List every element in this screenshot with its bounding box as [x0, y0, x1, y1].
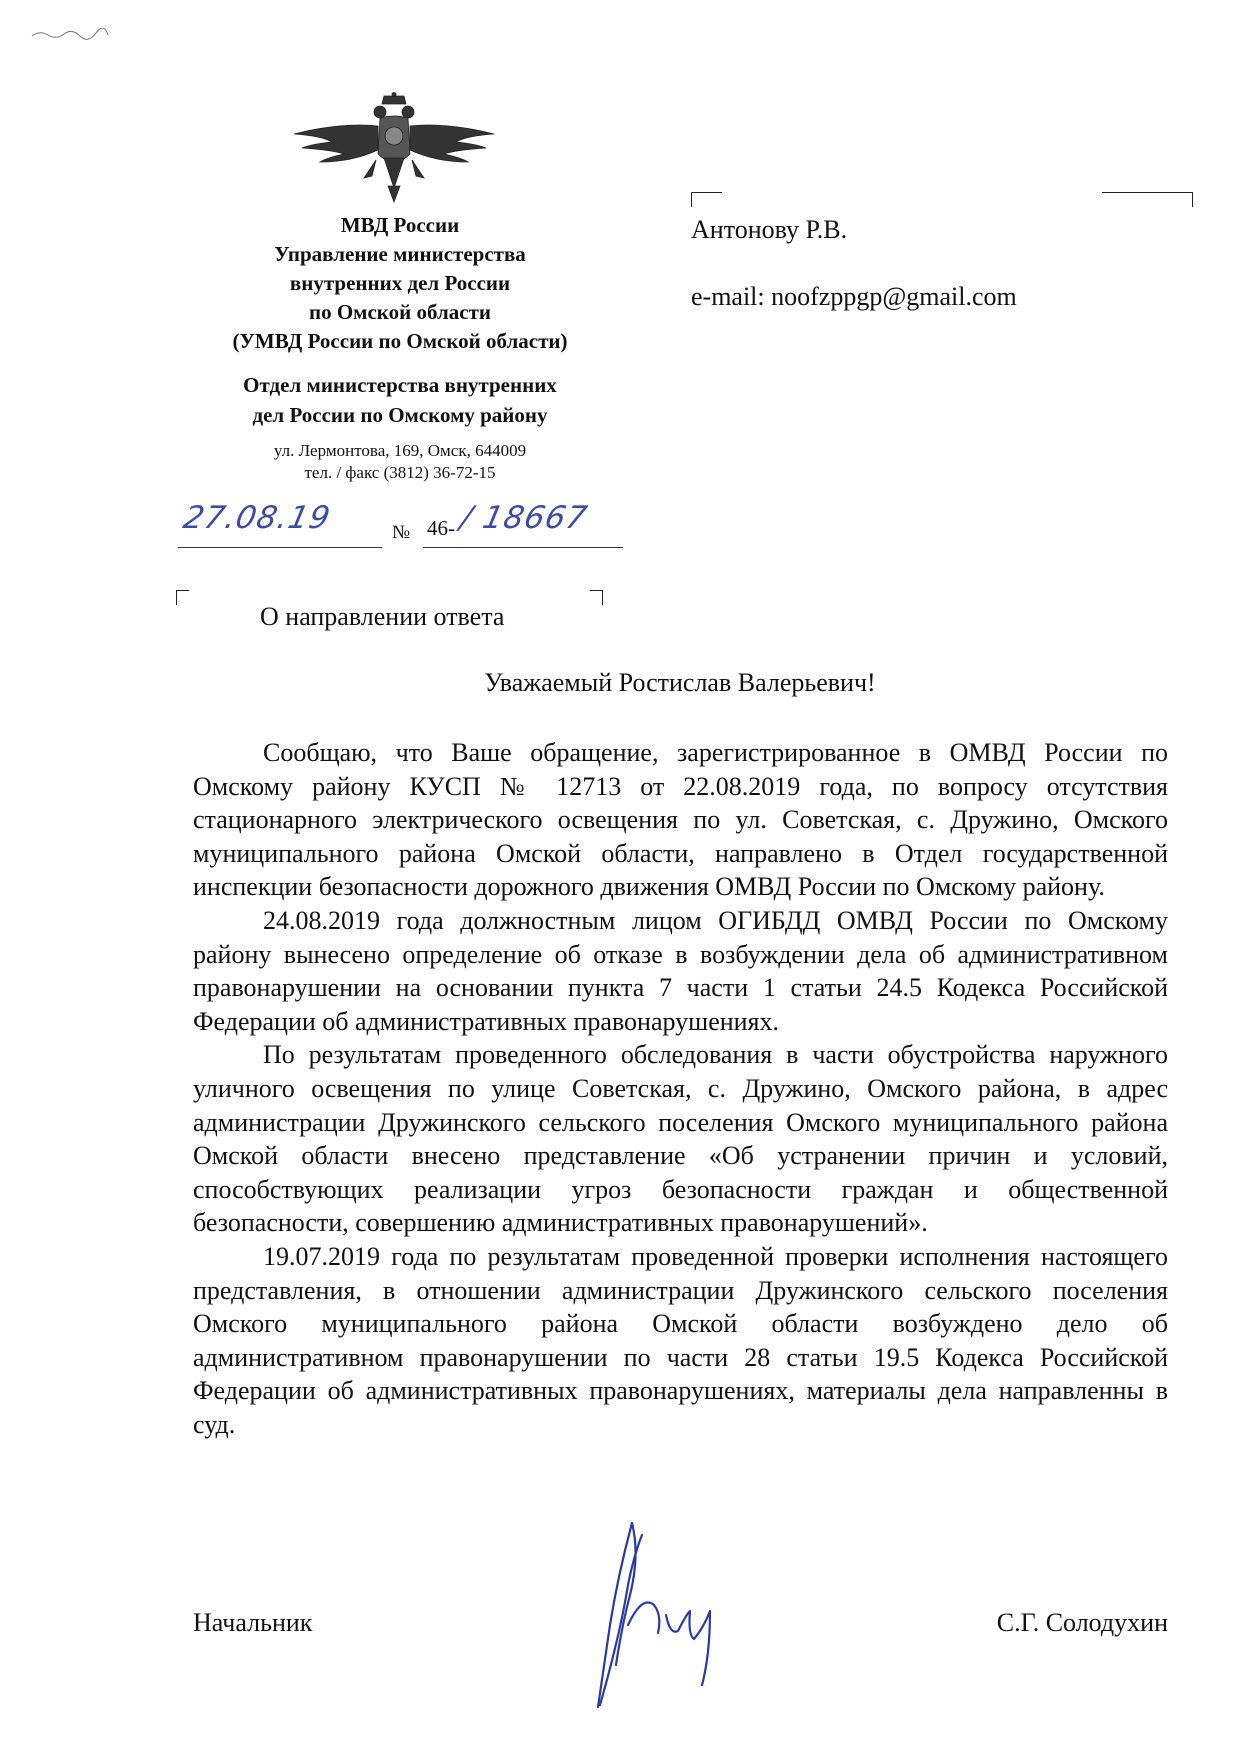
body-paragraph: 24.08.2019 года должностным лицом ОГИБДД ОМВД России по Омскому району вынесено определение об отказе в возбуждении дела об административном правонарушении на основании пункта 7 части 1 статьи 24.5 Кодекса Российской Федерации об административных правонарушениях.: [193, 905, 1168, 1036]
letter-body: [193, 736, 1168, 1441]
registration-date: 27.08.19: [180, 500, 334, 536]
org-line: МВД России: [340, 213, 460, 237]
scan-artifact: [30, 28, 110, 40]
salutation: Уважаемый Ростислав Валерьевич!: [484, 668, 876, 697]
org-line: Управление министерства: [274, 242, 526, 266]
dept-line: дел России по Омскому району: [252, 403, 548, 427]
double-headed-eagle-emblem-icon: [292, 92, 496, 204]
signer-name: С.Г. Солодухин: [996, 1608, 1168, 1637]
dept-line: Отдел министерства внутренних: [243, 373, 557, 397]
org-line: по Омской области: [309, 300, 491, 324]
organization-name: [180, 211, 620, 356]
signer-position: Начальник: [193, 1608, 313, 1637]
handwritten-signature-icon: [570, 1515, 735, 1715]
body-paragraph: 19.07.2019 года по результатам проведенной проверки исполнения настоящего представления, в отношении администрации Дружинского сельского поселения Омского муниципального района Омской области возбуждено дело об административном правонарушении по части 28 статьи 19.5 Кодекса Российской Федерации об административных правонарушениях, материалы дела направленны в суд.: [193, 1241, 1168, 1439]
date-underline: [178, 547, 382, 548]
number-underline: [423, 547, 623, 548]
address-line: тел. / факс (3812) 36-72-15: [304, 463, 496, 482]
number-sign: №: [392, 522, 411, 543]
body-paragraph: По результатам проведенного обследования в части обустройства наружного уличного освещения по улице Советская, с. Дружино, Омского района, в адрес администрации Дружинского сельского поселения Омского муниципального района Омской области внесено представление «Об устранении причин и условий, способствующих реализации угроз безопасности граждан и общественной безопасности, совершению административных правонарушений».: [193, 1040, 1168, 1238]
recipient-corner-left: [691, 192, 722, 207]
recipient-email: e-mail: noofzppgp@gmail.com: [691, 282, 1017, 311]
organization-address: [180, 440, 620, 484]
body-paragraph: Сообщаю, что Ваше обращение, зарегистрированное в ОМВД России по Омскому району КУСП № 12713 от 22.08.2019 года, по вопросу отсутствия стационарного электрического освещения по ул. Советская, с. Дружино, Омского муниципального района Омской области, направлено в Отдел государственной инспекции безопасности дорожного движения ОМВД России по Омскому району.: [193, 738, 1168, 902]
subject-corner-right: [590, 590, 603, 605]
number-prefix: 46-: [427, 516, 455, 540]
department-name: [180, 370, 620, 430]
org-line: (УМВД России по Омской области): [232, 329, 568, 353]
letter-subject: О направлении ответа: [260, 602, 505, 631]
recipient-corner-right: [1102, 192, 1193, 207]
registration-number: / 18667: [457, 500, 591, 536]
org-line: внутренних дел России: [289, 271, 511, 295]
address-line: ул. Лермонтова, 169, Омск, 644009: [273, 441, 527, 460]
recipient-name: Антонову Р.В.: [691, 215, 848, 244]
subject-corner-left: [176, 590, 189, 605]
